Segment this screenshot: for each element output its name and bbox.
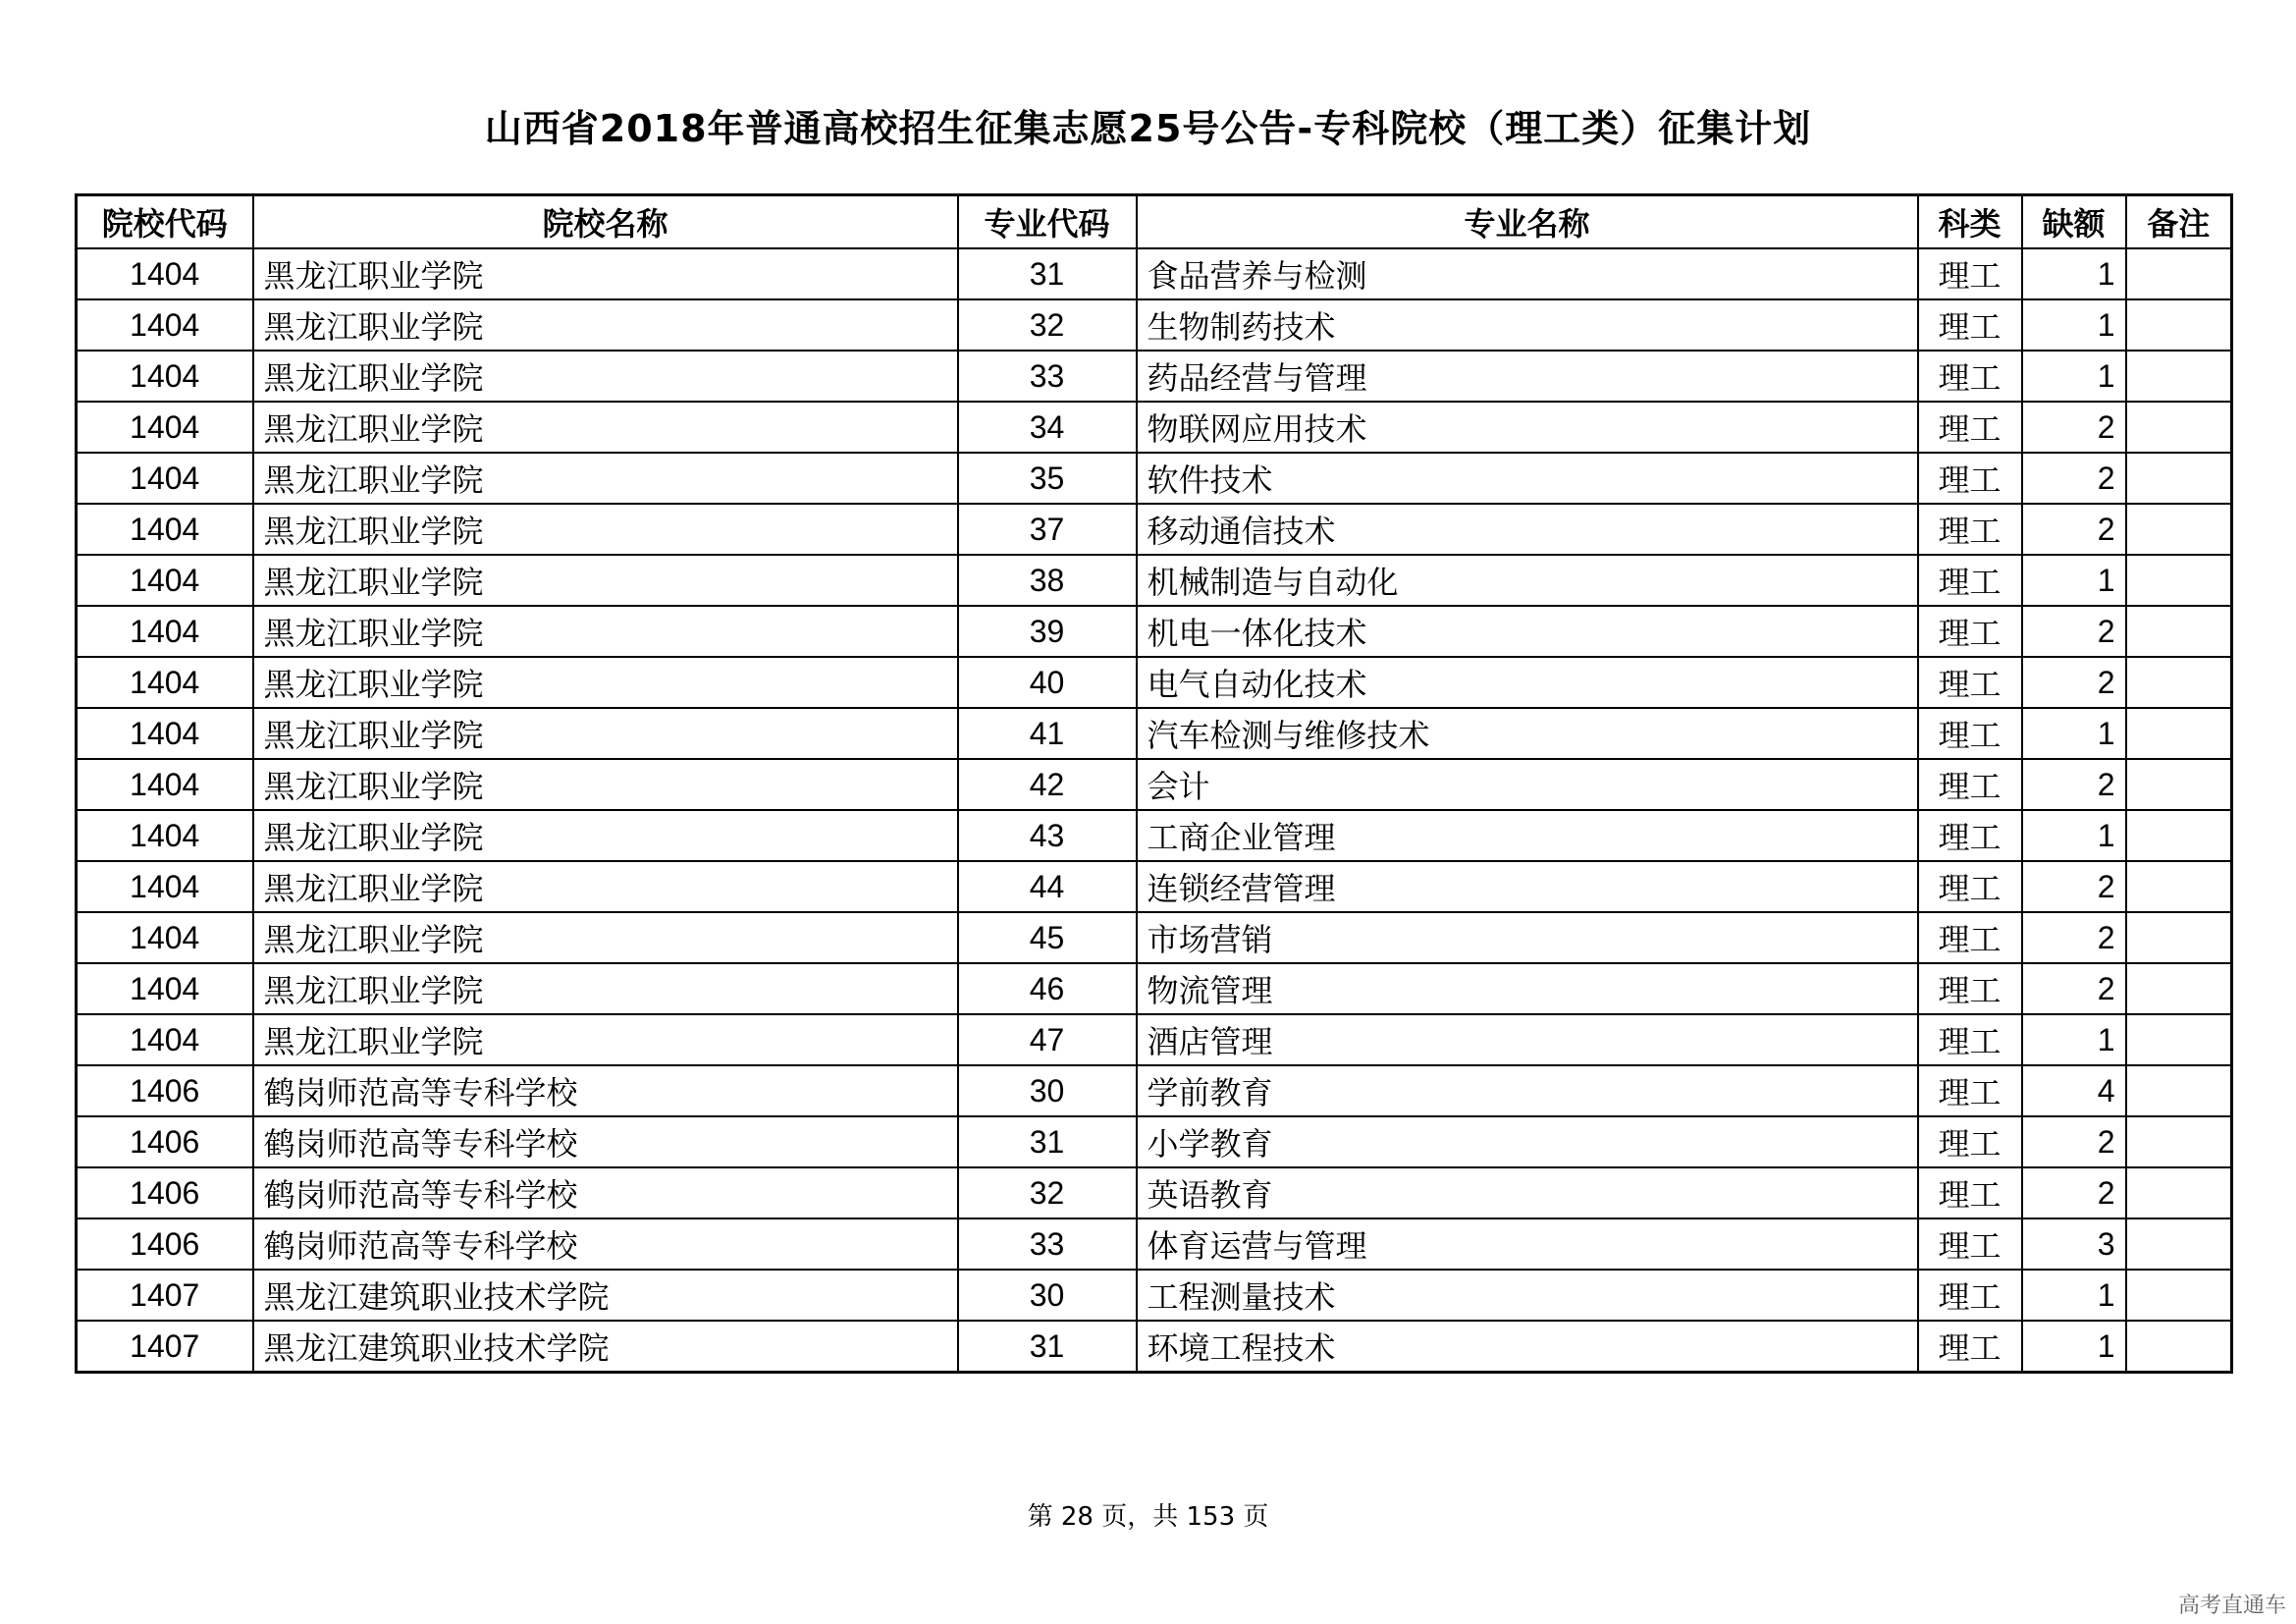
school-code-cell: 1406: [77, 1116, 253, 1167]
remarks-cell: [2126, 504, 2232, 555]
remarks-cell: [2126, 351, 2232, 402]
school-name-cell: 鹤岗师范高等专科学校: [253, 1218, 958, 1270]
major-code-cell: 44: [958, 861, 1137, 912]
category-cell: 理工: [1918, 861, 2022, 912]
category-cell: 理工: [1918, 504, 2022, 555]
vacancy-cell: 4: [2022, 1065, 2126, 1116]
remarks-cell: [2126, 1167, 2232, 1218]
school-code-cell: 1404: [77, 351, 253, 402]
major-name-cell: 工商企业管理: [1137, 810, 1918, 861]
major-name-cell: 体育运营与管理: [1137, 1218, 1918, 1270]
category-cell: 理工: [1918, 1218, 2022, 1270]
major-code-cell: 37: [958, 504, 1137, 555]
major-code-cell: 31: [958, 248, 1137, 299]
category-cell: 理工: [1918, 351, 2022, 402]
page-footer: 第 28 页，共 153 页: [1027, 1502, 1269, 1532]
school-name-cell: 黑龙江职业学院: [253, 759, 958, 810]
table-row: [77, 912, 2232, 963]
major-name-cell: 药品经营与管理: [1137, 351, 1918, 402]
major-name-cell: 酒店管理: [1137, 1014, 1918, 1065]
table-row: [77, 1218, 2232, 1270]
vacancy-cell: 1: [2022, 1270, 2126, 1321]
remarks-cell: [2126, 1065, 2232, 1116]
category-cell: 理工: [1918, 1270, 2022, 1321]
header-category: 科类: [1918, 195, 2022, 249]
vacancy-cell: 2: [2022, 861, 2126, 912]
school-code-cell: 1404: [77, 657, 253, 708]
category-cell: 理工: [1918, 1065, 2022, 1116]
major-name-cell: 英语教育: [1137, 1167, 1918, 1218]
table-body: [77, 248, 2232, 1373]
school-name-cell: 黑龙江职业学院: [253, 504, 958, 555]
major-code-cell: 30: [958, 1270, 1137, 1321]
school-code-cell: 1407: [77, 1321, 253, 1373]
vacancy-cell: 2: [2022, 1167, 2126, 1218]
remarks-cell: [2126, 759, 2232, 810]
major-code-cell: 35: [958, 453, 1137, 504]
major-code-cell: 46: [958, 963, 1137, 1014]
school-code-cell: 1407: [77, 1270, 253, 1321]
school-code-cell: 1404: [77, 861, 253, 912]
remarks-cell: [2126, 1116, 2232, 1167]
major-name-cell: 连锁经营管理: [1137, 861, 1918, 912]
vacancy-cell: 1: [2022, 708, 2126, 759]
school-name-cell: 黑龙江职业学院: [253, 1014, 958, 1065]
major-name-cell: 物联网应用技术: [1137, 402, 1918, 453]
major-code-cell: 32: [958, 1167, 1137, 1218]
vacancy-cell: 2: [2022, 963, 2126, 1014]
table-row: [77, 351, 2232, 402]
major-name-cell: 环境工程技术: [1137, 1321, 1918, 1373]
vacancy-cell: 2: [2022, 606, 2126, 657]
remarks-cell: [2126, 708, 2232, 759]
school-name-cell: 黑龙江职业学院: [253, 248, 958, 299]
vacancy-cell: 1: [2022, 248, 2126, 299]
school-name-cell: 鹤岗师范高等专科学校: [253, 1116, 958, 1167]
vacancy-cell: 2: [2022, 402, 2126, 453]
vacancy-cell: 3: [2022, 1218, 2126, 1270]
school-name-cell: 黑龙江职业学院: [253, 606, 958, 657]
school-code-cell: 1404: [77, 810, 253, 861]
remarks-cell: [2126, 1218, 2232, 1270]
major-code-cell: 47: [958, 1014, 1137, 1065]
major-code-cell: 34: [958, 402, 1137, 453]
vacancy-cell: 2: [2022, 657, 2126, 708]
table-row: [77, 963, 2232, 1014]
school-name-cell: 黑龙江职业学院: [253, 708, 958, 759]
table-row: [77, 861, 2232, 912]
vacancy-cell: 1: [2022, 351, 2126, 402]
vacancy-cell: 2: [2022, 912, 2126, 963]
category-cell: 理工: [1918, 657, 2022, 708]
table-row: [77, 657, 2232, 708]
table-row: [77, 402, 2232, 453]
header-major-name: 专业名称: [1137, 195, 1918, 249]
school-name-cell: 黑龙江职业学院: [253, 963, 958, 1014]
table-row: [77, 299, 2232, 351]
watermark-text: 高考直通车: [2177, 1594, 2286, 1618]
header-remarks: 备注: [2126, 195, 2232, 249]
major-code-cell: 33: [958, 1218, 1137, 1270]
vacancy-cell: 2: [2022, 1116, 2126, 1167]
category-cell: 理工: [1918, 912, 2022, 963]
school-code-cell: 1404: [77, 606, 253, 657]
vacancy-cell: 1: [2022, 555, 2126, 606]
table-row: [77, 248, 2232, 299]
table-row: [77, 555, 2232, 606]
remarks-cell: [2126, 963, 2232, 1014]
category-cell: 理工: [1918, 1167, 2022, 1218]
school-name-cell: 黑龙江职业学院: [253, 453, 958, 504]
category-cell: 理工: [1918, 963, 2022, 1014]
school-code-cell: 1404: [77, 963, 253, 1014]
major-code-cell: 42: [958, 759, 1137, 810]
table-row: [77, 606, 2232, 657]
school-code-cell: 1406: [77, 1218, 253, 1270]
major-code-cell: 39: [958, 606, 1137, 657]
school-code-cell: 1404: [77, 555, 253, 606]
vacancy-cell: 1: [2022, 299, 2126, 351]
school-code-cell: 1406: [77, 1167, 253, 1218]
major-name-cell: 学前教育: [1137, 1065, 1918, 1116]
remarks-cell: [2126, 861, 2232, 912]
remarks-cell: [2126, 453, 2232, 504]
category-cell: 理工: [1918, 1014, 2022, 1065]
school-code-cell: 1404: [77, 299, 253, 351]
school-name-cell: 黑龙江职业学院: [253, 861, 958, 912]
major-name-cell: 软件技术: [1137, 453, 1918, 504]
remarks-cell: [2126, 912, 2232, 963]
category-cell: 理工: [1918, 299, 2022, 351]
major-name-cell: 汽车检测与维修技术: [1137, 708, 1918, 759]
major-name-cell: 市场营销: [1137, 912, 1918, 963]
major-code-cell: 41: [958, 708, 1137, 759]
category-cell: 理工: [1918, 453, 2022, 504]
school-name-cell: 黑龙江职业学院: [253, 810, 958, 861]
major-name-cell: 生物制药技术: [1137, 299, 1918, 351]
remarks-cell: [2126, 810, 2232, 861]
table-row: [77, 504, 2232, 555]
school-code-cell: 1404: [77, 504, 253, 555]
school-name-cell: 黑龙江职业学院: [253, 555, 958, 606]
table-row: [77, 1116, 2232, 1167]
table-row: [77, 1321, 2232, 1373]
school-name-cell: 黑龙江职业学院: [253, 912, 958, 963]
header-major-code: 专业代码: [958, 195, 1137, 249]
category-cell: 理工: [1918, 759, 2022, 810]
category-cell: 理工: [1918, 248, 2022, 299]
school-name-cell: 黑龙江建筑职业技术学院: [253, 1321, 958, 1373]
major-code-cell: 38: [958, 555, 1137, 606]
school-name-cell: 黑龙江职业学院: [253, 299, 958, 351]
remarks-cell: [2126, 402, 2232, 453]
major-code-cell: 45: [958, 912, 1137, 963]
remarks-cell: [2126, 299, 2232, 351]
school-name-cell: 黑龙江职业学院: [253, 402, 958, 453]
major-code-cell: 32: [958, 299, 1137, 351]
category-cell: 理工: [1918, 555, 2022, 606]
vacancy-cell: 2: [2022, 504, 2126, 555]
school-code-cell: 1404: [77, 759, 253, 810]
major-code-cell: 30: [958, 1065, 1137, 1116]
major-name-cell: 机电一体化技术: [1137, 606, 1918, 657]
major-name-cell: 电气自动化技术: [1137, 657, 1918, 708]
remarks-cell: [2126, 1321, 2232, 1373]
table-row: [77, 759, 2232, 810]
category-cell: 理工: [1918, 1116, 2022, 1167]
major-name-cell: 工程测量技术: [1137, 1270, 1918, 1321]
header-school-name: 院校名称: [253, 195, 958, 249]
major-name-cell: 小学教育: [1137, 1116, 1918, 1167]
major-name-cell: 会计: [1137, 759, 1918, 810]
page-title: 山西省2018年普通高校招生征集志愿25号公告-专科院校（理工类）征集计划: [484, 107, 1812, 150]
major-name-cell: 食品营养与检测: [1137, 248, 1918, 299]
vacancy-cell: 1: [2022, 1014, 2126, 1065]
vacancy-cell: 1: [2022, 1321, 2126, 1373]
table-row: [77, 810, 2232, 861]
major-name-cell: 机械制造与自动化: [1137, 555, 1918, 606]
category-cell: 理工: [1918, 810, 2022, 861]
school-code-cell: 1406: [77, 1065, 253, 1116]
table-row: [77, 453, 2232, 504]
school-code-cell: 1404: [77, 1014, 253, 1065]
table-row: [77, 1065, 2232, 1116]
school-code-cell: 1404: [77, 248, 253, 299]
header-vacancy: 缺额: [2022, 195, 2126, 249]
remarks-cell: [2126, 555, 2232, 606]
remarks-cell: [2126, 1270, 2232, 1321]
school-name-cell: 黑龙江职业学院: [253, 657, 958, 708]
table-row: [77, 1014, 2232, 1065]
major-code-cell: 40: [958, 657, 1137, 708]
remarks-cell: [2126, 657, 2232, 708]
major-code-cell: 43: [958, 810, 1137, 861]
category-cell: 理工: [1918, 606, 2022, 657]
category-cell: 理工: [1918, 1321, 2022, 1373]
major-code-cell: 31: [958, 1321, 1137, 1373]
vacancy-cell: 2: [2022, 453, 2126, 504]
major-name-cell: 物流管理: [1137, 963, 1918, 1014]
school-code-cell: 1404: [77, 453, 253, 504]
school-name-cell: 鹤岗师范高等专科学校: [253, 1065, 958, 1116]
school-code-cell: 1404: [77, 912, 253, 963]
major-code-cell: 33: [958, 351, 1137, 402]
school-code-cell: 1404: [77, 402, 253, 453]
major-name-cell: 移动通信技术: [1137, 504, 1918, 555]
school-code-cell: 1404: [77, 708, 253, 759]
vacancy-cell: 1: [2022, 810, 2126, 861]
remarks-cell: [2126, 606, 2232, 657]
table-row: [77, 708, 2232, 759]
remarks-cell: [2126, 1014, 2232, 1065]
table-header-row: [77, 195, 2232, 249]
school-name-cell: 鹤岗师范高等专科学校: [253, 1167, 958, 1218]
category-cell: 理工: [1918, 402, 2022, 453]
table-row: [77, 1270, 2232, 1321]
major-code-cell: 31: [958, 1116, 1137, 1167]
remarks-cell: [2126, 248, 2232, 299]
enrollment-plan-table: [75, 193, 2233, 1374]
school-name-cell: 黑龙江建筑职业技术学院: [253, 1270, 958, 1321]
category-cell: 理工: [1918, 708, 2022, 759]
header-school-code: 院校代码: [77, 195, 253, 249]
school-name-cell: 黑龙江职业学院: [253, 351, 958, 402]
table-row: [77, 1167, 2232, 1218]
vacancy-cell: 2: [2022, 759, 2126, 810]
